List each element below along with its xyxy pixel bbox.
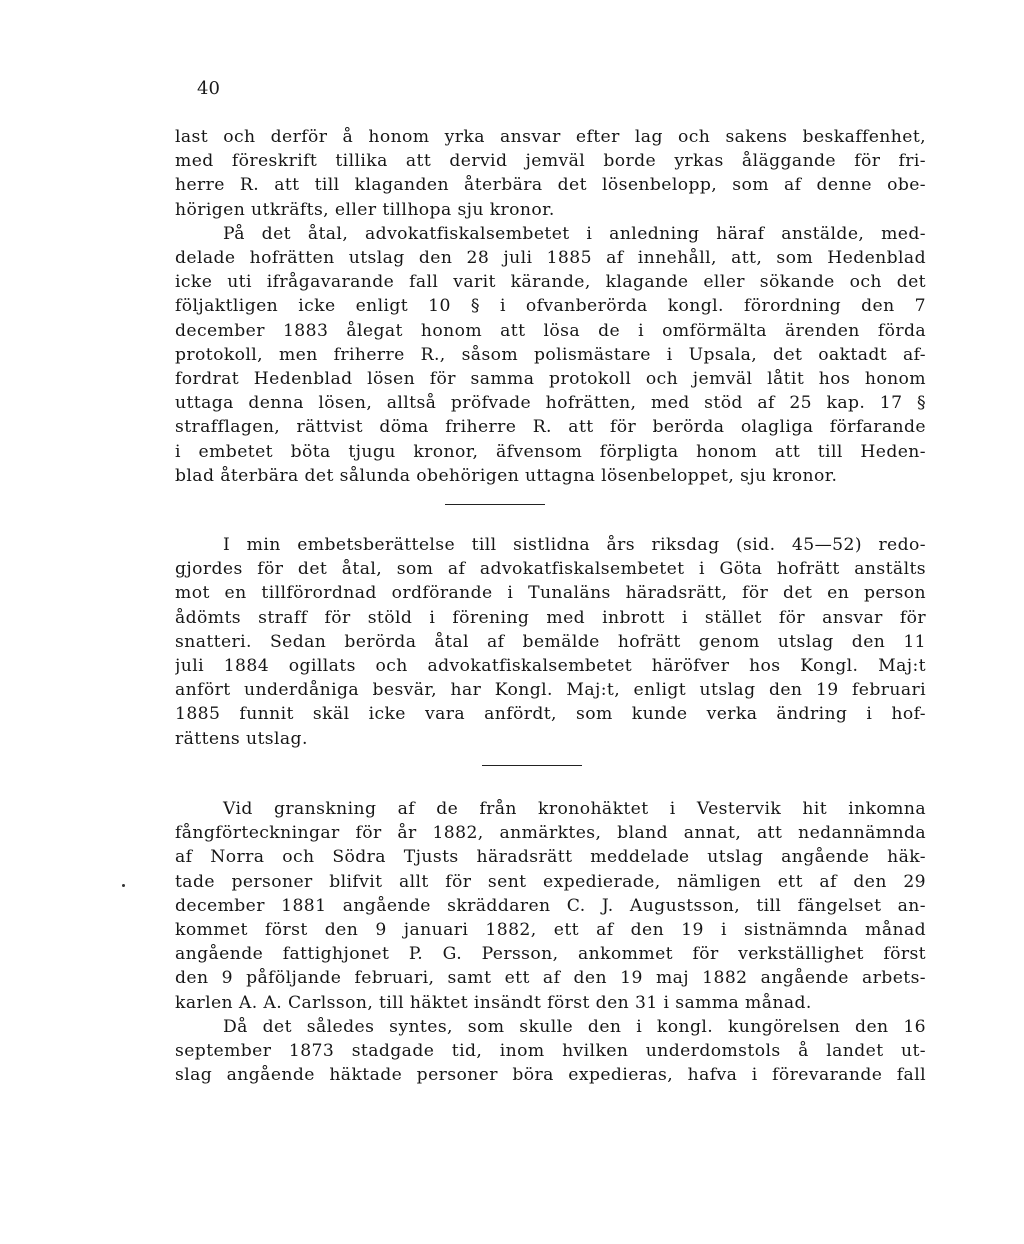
text-line: snatteri. Sedan berörda åtal af bemälde hofrätt genom utslag den 11: [175, 631, 926, 652]
text-line: fångförteckningar för år 1882, anmärktes, bland annat, att nedannämnda: [175, 823, 926, 844]
text-line: följaktligen icke enligt 10 § i ofvanberörda kongl. förordning den 7: [175, 296, 926, 317]
text-line: tade personer blifvit allt för sent expedierade, nämligen ett af den 29: [175, 871, 926, 892]
text-line: rättens utslag.: [175, 728, 308, 749]
text-line: I min embetsberättelse till sistlidna års riksdag (sid. 45—52) redo-: [223, 535, 926, 555]
text-line: december 1883 ålegat honom att lösa de i omförmälta ärenden förda: [175, 320, 926, 341]
text-line: slag angående häktade personer böra expedieras, hafva i förevarande fall: [175, 1065, 926, 1086]
print-speck: [122, 884, 125, 887]
text-line: angående fattighjonet P. G. Persson, ankommet för verkställighet först: [175, 944, 926, 965]
text-line: ådömts straff för stöld i förening med inbrott i stället för ansvar för: [175, 607, 926, 628]
text-line: På det åtal, advokatfiskalsembetet i anledning häraf anstälde, med-: [223, 223, 926, 244]
text-line: protokoll, men friherre R., såsom polismästare i Upsala, det oaktadt af-: [175, 344, 926, 365]
text-line: anfört underdåniga besvär, har Kongl. Maj:t, enligt utslag den 19 februari: [175, 680, 926, 701]
section-hofratten-utslag: [175, 125, 926, 488]
text-line: last och derför å honom yrka ansvar efter lag och sakens beskaffenhet,: [175, 127, 926, 147]
section-vestervik-kronohaktet: [175, 797, 926, 1087]
text-line: 1885 funnit skäl icke vara anfördt, som kunde verka ändring i hof-: [175, 704, 926, 725]
text-line: delade hofrätten utslag den 28 juli 1885 af innehåll, att, som Hedenblad: [175, 248, 926, 269]
text-line: med föreskrift tillika att dervid jemväl borde yrkas åläggande för fri-: [175, 151, 926, 172]
page-number: 40: [197, 78, 220, 99]
text-line: den 9 påföljande februari, samt ett af den 19 maj 1882 angående arbets-: [175, 968, 926, 989]
text-line: Vid granskning af de från kronohäktet i Vestervik hit inkomna: [223, 799, 926, 819]
text-line: uttaga denna lösen, alltså pröfvade hofrätten, med stöd af 25 kap. 17 §: [175, 393, 926, 414]
text-line: fordrat Hedenblad lösen för samma protokoll och jemväl låtit hos honom: [175, 369, 926, 390]
text-line: herre R. att till klaganden återbära det lösenbelopp, som af denne obe-: [175, 175, 926, 196]
text-line: af Norra och Södra Tjusts häradsrätt meddelade utslag angående häk-: [175, 847, 926, 868]
text-line: hörigen utkräfts, eller tillhopa sju kronor.: [175, 199, 555, 220]
text-line: juli 1884 ogillats och advokatfiskalsembetet häröfver hos Kongl. Maj:t: [175, 656, 926, 677]
section-divider: [445, 504, 545, 505]
text-line: gjordes för det åtal, som af advokatfiskalsembetet i Göta hofrätt anstälts: [175, 559, 926, 580]
text-line: september 1873 stadgade tid, inom hvilken underdomstols å landet ut-: [175, 1041, 926, 1062]
section-divider: [482, 765, 582, 766]
text-line: strafflagen, rättvist döma friherre R. att för berörda olagliga förfarande: [175, 417, 926, 438]
text-line: kommet först den 9 januari 1882, ett af den 19 i sistnämnda månad: [175, 920, 926, 941]
section-embetsberattelse: [175, 533, 926, 751]
text-line: blad återbära det sålunda obehörigen uttagna lösenbeloppet, sju kronor.: [175, 465, 838, 486]
text-line: icke uti ifrågavarande fall varit kärande, klagande eller sökande och det: [175, 272, 926, 293]
text-line: december 1881 angående skräddaren C. J. Augustsson, till fängelset an-: [175, 895, 926, 916]
text-line: Då det således syntes, som skulle den i kongl. kungörelsen den 16: [223, 1016, 926, 1037]
text-line: i embetet böta tjugu kronor, äfvensom förpligta honom att till Heden-: [175, 441, 926, 462]
text-line: mot en tillförordnad ordförande i Tunaläns häradsrätt, för det en person: [175, 583, 926, 604]
text-line: karlen A. A. Carlsson, till häktet insändt först den 31 i samma månad.: [175, 992, 812, 1013]
